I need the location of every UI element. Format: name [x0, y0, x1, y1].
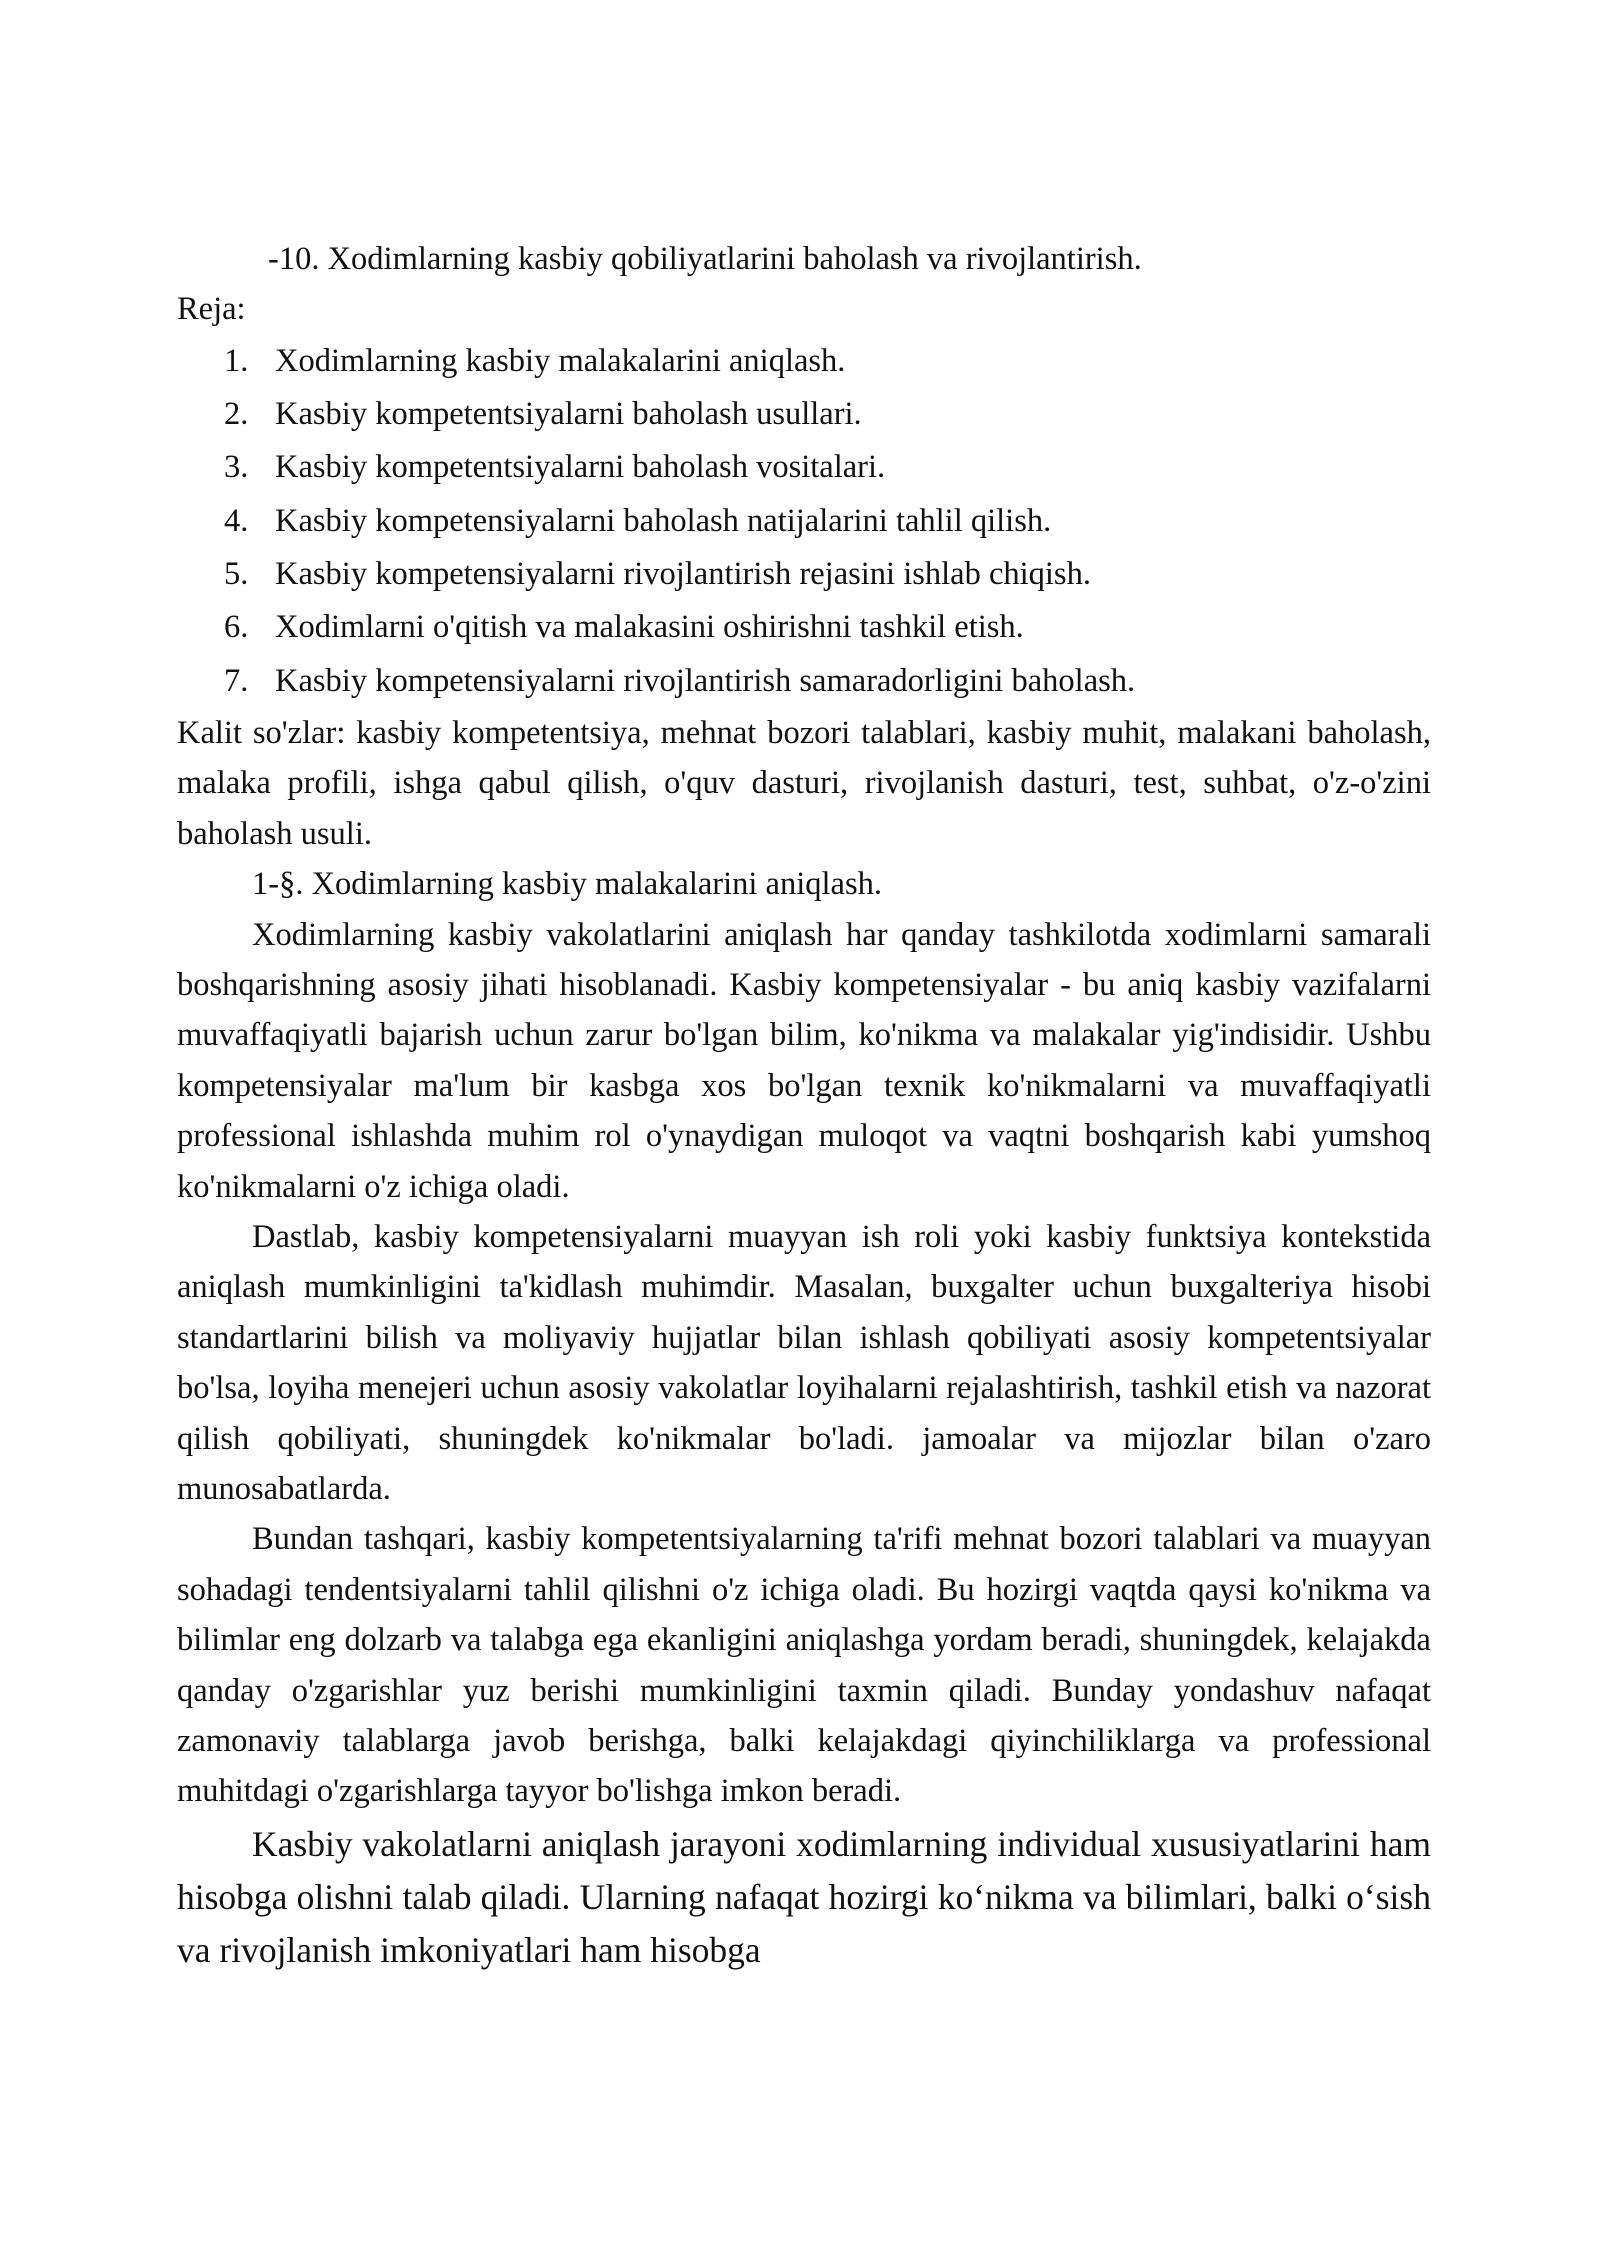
plan-item — [177, 335, 1431, 388]
plan-item-text: Kasbiy kompetentsiyalarni baholash usullari. — [275, 396, 862, 433]
plan-item-number: 1. — [224, 342, 249, 379]
body-paragraph: Bundan tashqari, kasbiy kompetentsiyalarning ta'rifi mehnat bozori talablari va muayyan sohadagi tendentsiyalarni tahlil qilishni o'z ichiga oladi. Bu hozirgi vaqtda qaysi ko'nikma va bilimlar eng dolzarb va talabga ega ekanligini aniqlashga yordam beradi, shuningdek, kelajakda qanday o'zgarishlar yuz berishi mumkinligini taxmin qiladi. Bunday yondashuv nafaqat zamonaviy talablarga javob berishga, balki kelajakdagi qiyinchiliklarga va professional muhitdagi o'zgarishlarga tayyor bo'lishga imkon beradi. — [177, 1521, 1431, 1810]
body-paragraph: Kasbiy vakolatlarni aniqlash jarayoni xodimlarning individual xususiyatlarini ham hisobga olishni talab qiladi. Ularning nafaqat hozirgi ko‘nikma va bilimlari, balki o‘sish va rivojlanish imkoniyatlari ham hisobga — [177, 1823, 1431, 1970]
plan-item — [177, 548, 1431, 601]
plan-item-number: 7. — [224, 662, 249, 699]
body-paragraph: Dastlab, kasbiy kompetensiyalarni muayyan ish roli yoki kasbiy funktsiya kontekstida aniqlash mumkinligini ta'kidlash muhimdir. Masalan, buxgalter uchun buxgalteriya hisobi standartlarini bilish va moliyaviy hujjatlar bilan ishlash qobiliyati asosiy kompetentsiyalar bo'lsa, loyiha menejeri uchun asosiy vakolatlar loyihalarni rejalashtirish, tashkil etish va nazorat qilish qobiliyati, shuningdek ko'nikmalar bo'ladi. jamoalar va mijozlar bilan o'zaro munosabatlarda. — [177, 1218, 1431, 1507]
plan-item — [177, 601, 1431, 654]
plan-item-text: Kasbiy kompetensiyalarni rivojlantirish samaradorligini baholash. — [275, 662, 1136, 699]
plan-item-text: Kasbiy kompetentsiyalarni baholash vositalari. — [275, 449, 886, 486]
keywords-paragraph: Kalit so'zlar: kasbiy kompetentsiya, mehnat bozori talablari, kasbiy muhit, malakani baholash, malaka profili, ishga qabul qilish, o'quv dasturi, rivojlanish dasturi, test, suhbat, o'z-o'zini baholash usuli. — [177, 714, 1431, 852]
lesson-title: -10. Xodimlarning kasbiy qobiliyatlarini baholash va rivojlantirish. — [268, 241, 1142, 277]
page-content — [177, 234, 1431, 1977]
body-paragraph: Xodimlarning kasbiy vakolatlarini aniqlash har qanday tashkilotda xodimlarni samarali boshqarishning asosiy jihati hisoblanadi. Kasbiy kompetensiyalar - bu aniq kasbiy vazifalarni muvaffaqiyatli bajarish uchun zarur bo'lgan bilim, ko'nikma va malakalar yig'indisidir. Ushbu kompetensiyalar ma'lum bir kasbga xos bo'lgan texnik ko'nikmalarni va muvaffaqiyatli professional ishlashda muhim rol o'ynaydigan muloqot va vaqtni boshqarish kabi yumshoq ko'nikmalarni o'z ichiga oladi. — [177, 916, 1431, 1205]
plan-item-number: 4. — [224, 502, 249, 539]
plan-item-text: Kasbiy kompetensiyalarni rivojlantirish rejasini ishlab chiqish. — [275, 556, 1091, 592]
plan-item-text: Xodimlarni o'qitish va malakasini oshirishni tashkil etish. — [275, 609, 1024, 646]
plan-item — [177, 655, 1431, 708]
section-title: 1-§. Xodimlarning kasbiy malakalarini aniqlash. — [252, 866, 882, 903]
plan-item-number: 5. — [224, 556, 249, 592]
plan-item-number: 3. — [224, 449, 249, 486]
plan-item — [177, 388, 1431, 441]
plan-item — [177, 441, 1431, 494]
plan-item-number: 2. — [224, 396, 249, 433]
plan-item-text: Xodimlarning kasbiy malakalarini aniqlash. — [275, 342, 846, 379]
plan-heading: Reja: — [177, 291, 246, 328]
plan-item — [177, 495, 1431, 548]
plan-item-number: 6. — [224, 609, 249, 646]
plan-list — [177, 335, 1431, 708]
plan-item-text: Kasbiy kompetensiyalarni baholash natijalarini tahlil qilish. — [275, 502, 1052, 539]
